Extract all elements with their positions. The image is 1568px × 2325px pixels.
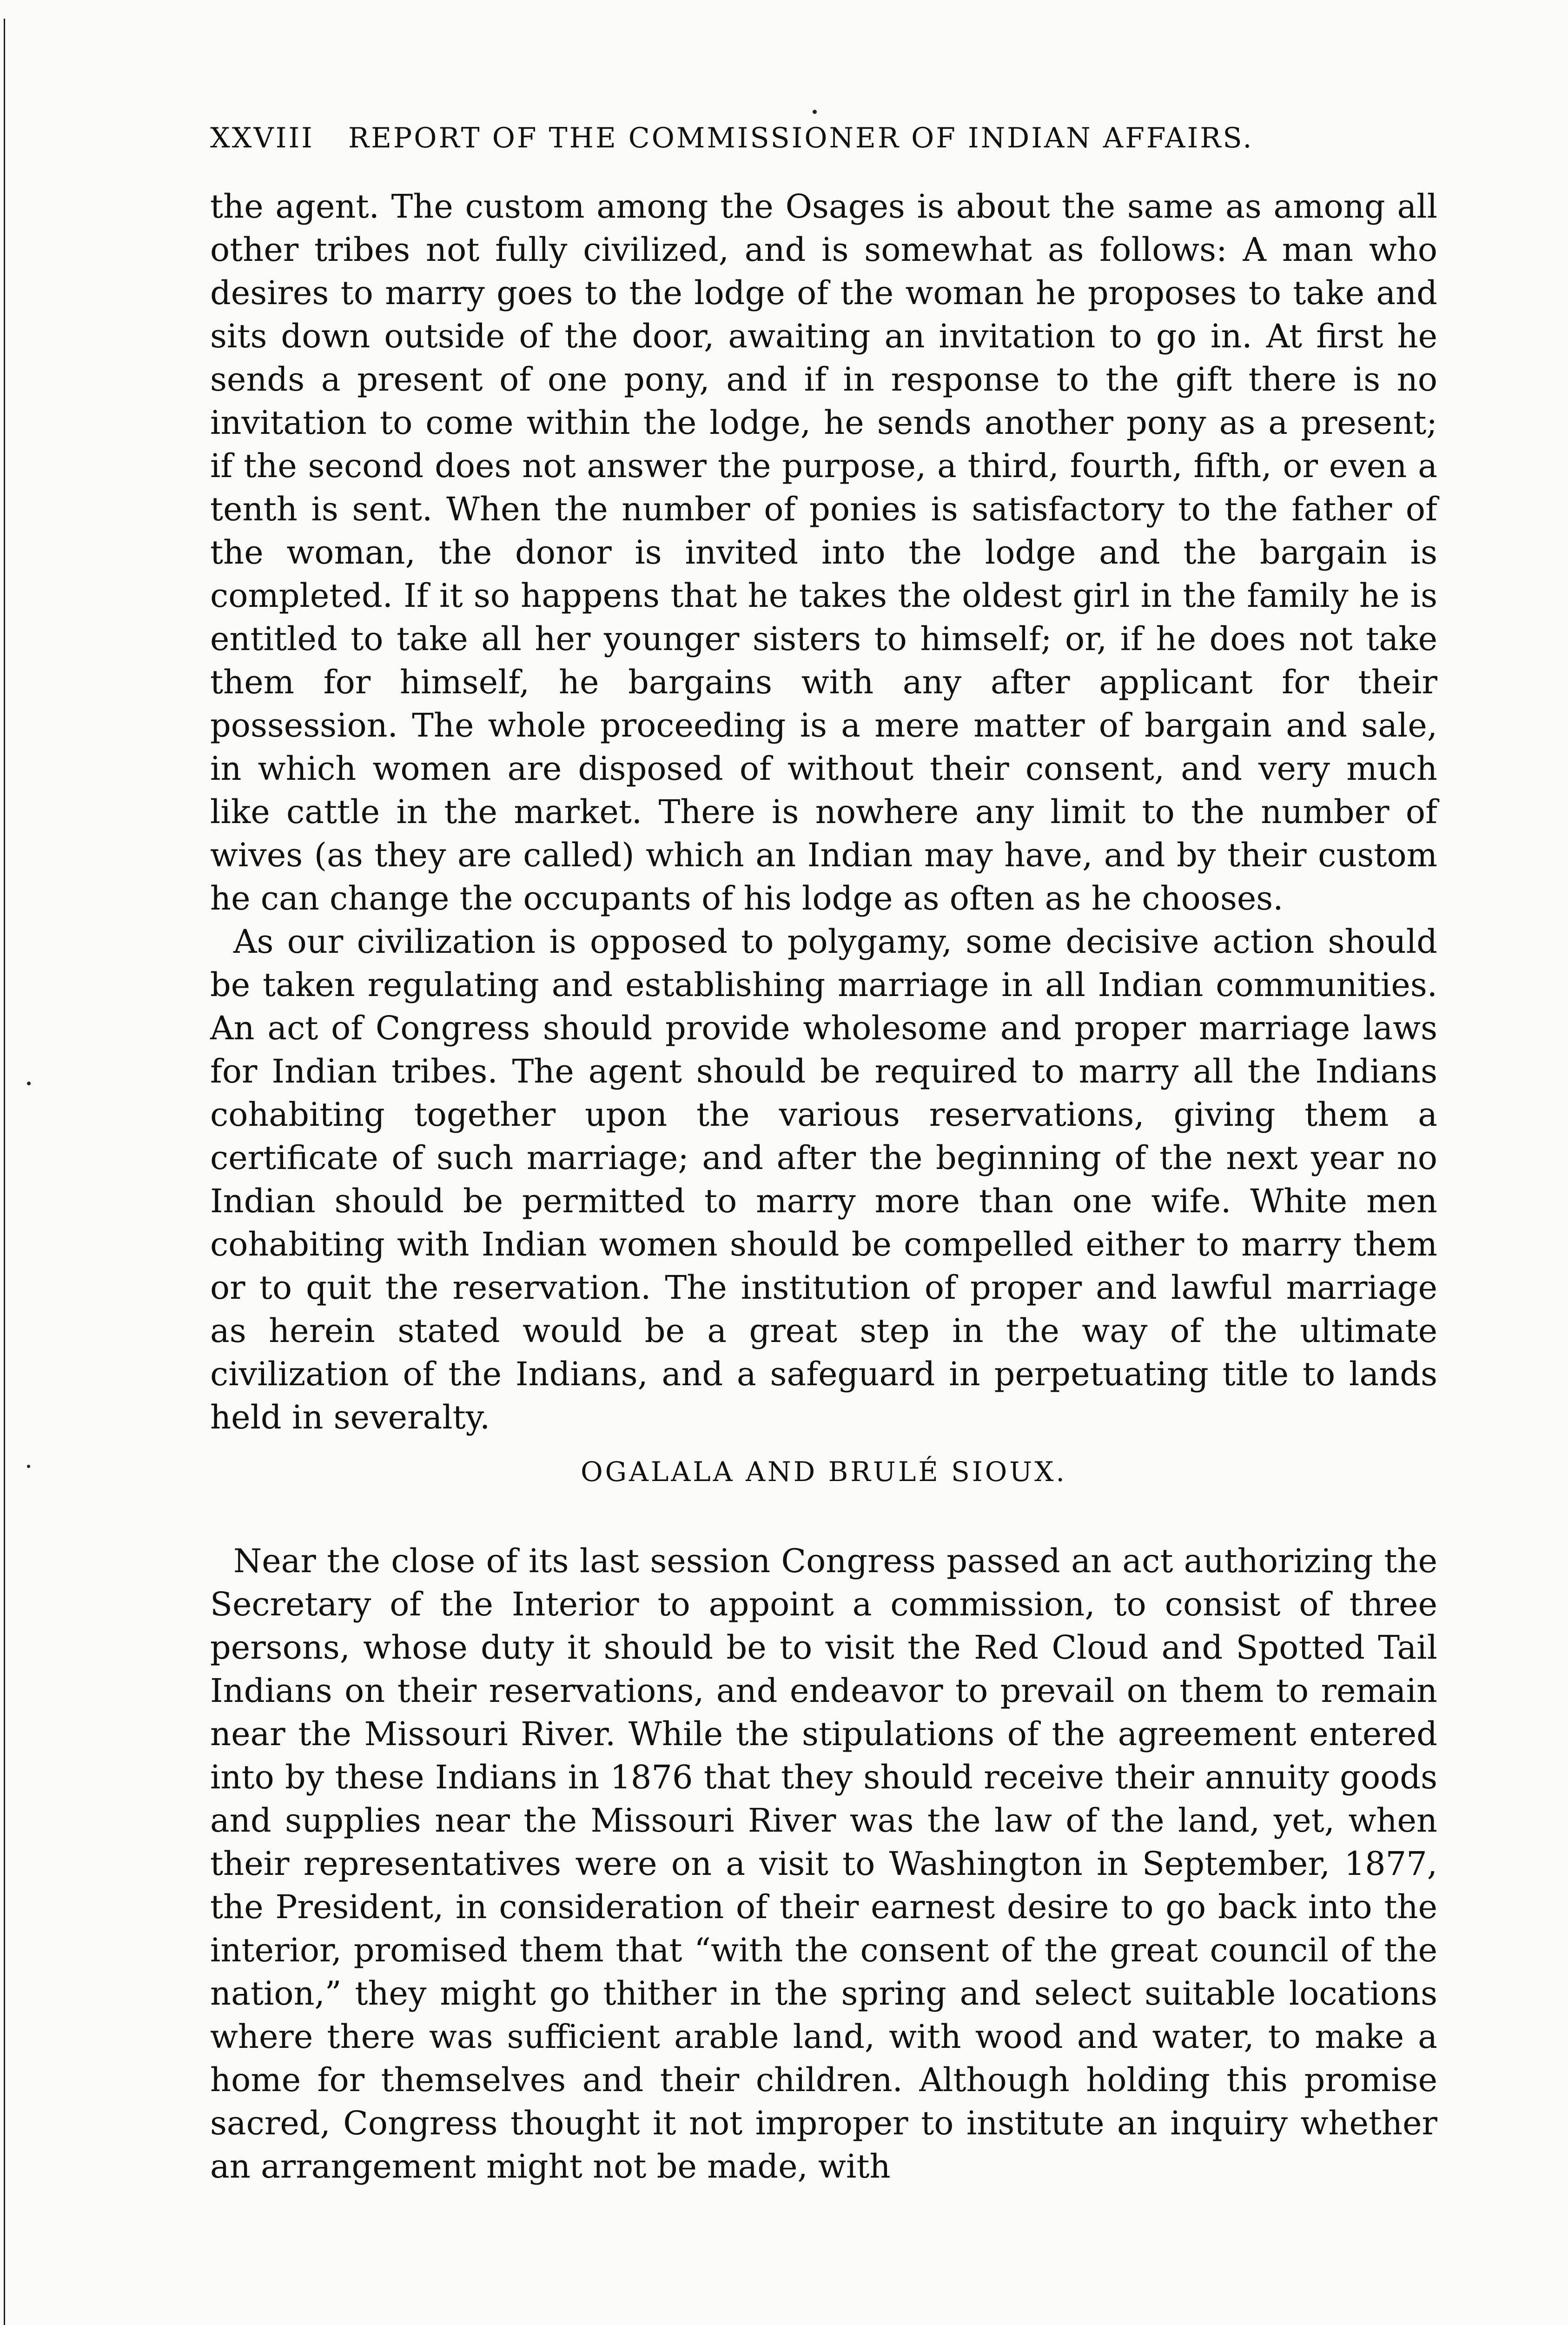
body-text <box>210 185 1437 2188</box>
page-left-edge <box>4 19 5 2325</box>
section-heading: OGALALA AND BRULÉ SIOUX. <box>581 1456 1067 1488</box>
paragraph-continued: the agent. The custom among the Osages is about the same as among all other tribes not fully civilized, and is somewhat as follows: A man who desires to marry goes to the lodge of the woman he proposes to take and sits down outside of the door, awaiting an invitation to go in. At first he sends a present of one pony, and if in response to the gift there is no invitation to come within the lodge, he sends another pony as a present; if the second does not answer the purpose, a third, fourth, fifth, or even a tenth is sent. When the number of ponies is satisfactory to the father of the woman, the donor is invited into the lodge and the bargain is completed. If it so happens that he takes the oldest girl in the family he is entitled to take all her younger sisters to himself; or, if he does not take them for himself, he bargains with any after applicant for their possession. The whole proceeding is a mere matter of bargain and sale, in which women are disposed of without their consent, and very much like cattle in the market. There is nowhere any limit to the number of wives (as they are called) which an Indian may have, and by their custom he can change the occupants of his lodge as often as he chooses. <box>210 187 1437 917</box>
scan-speck <box>27 1465 30 1468</box>
scan-speck <box>27 1082 31 1085</box>
running-title: REPORT OF THE COMMISSIONER OF INDIAN AFFAIRS. <box>348 122 1254 154</box>
page-number: XXVIII <box>210 122 314 154</box>
scan-speck <box>813 110 817 114</box>
running-header <box>210 122 1326 154</box>
paragraph-sioux-commission: Near the close of its last session Congress passed an act authorizing the Secretary of the Interior to appoint a commission, to consist of three persons, whose duty it should be to visit the Red Cloud and Spotted Tail Indians on their reservations, and endeavor to prevail on them to remain near the Missouri River. While the stipulations of the agreement entered into by these Indians in 1876 that they should receive their annuity goods and supplies near the Missouri River was the law of the land, yet, when their representatives were on a visit to Washington in September, 1877, the President, in consideration of their earnest desire to go back into the interior, promised them that “with the consent of the great council of the nation,” they might go thither in the spring and select suitable locations where there was sufficient arable land, with wood and water, to make a home for themselves and their children. Although holding this promise sacred, Congress thought it not improper to institute an inquiry whether an arrangement might not be made, with <box>210 1542 1437 2186</box>
paragraph-marriage-laws: As our civilization is opposed to polygamy, some decisive action should be taken regulating and establishing marriage in all Indian communities. An act of Congress should provide wholesome and proper marriage laws for Indian tribes. The agent should be required to marry all the Indians cohabiting together upon the various reservations, giving them a certificate of such marriage; and after the beginning of the next year no Indian should be permitted to marry more than one wife. White men cohabiting with Indian women should be compelled either to marry them or to quit the reservation. The institution of proper and lawful marriage as herein stated would be a great step in the way of the ultimate civilization of the Indians, and a safeguard in perpetuating title to lands held in severalty. <box>210 923 1437 1436</box>
